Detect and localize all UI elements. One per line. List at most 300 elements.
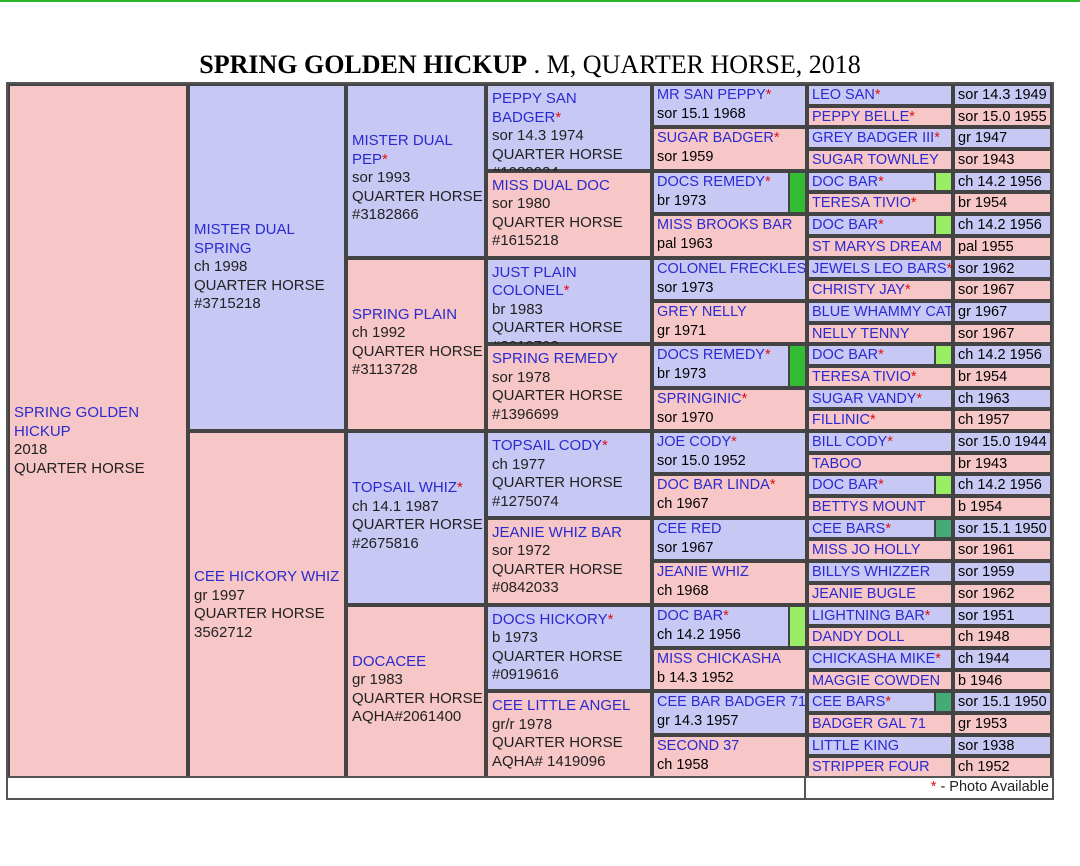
- horse-name[interactable]: DOCS REMEDY: [657, 347, 765, 364]
- cell-content: [194, 568, 339, 642]
- gen5-ancestor-cell: [652, 561, 807, 604]
- gen6-ancestor-name-cell: [807, 388, 953, 410]
- photo-star-icon: *: [910, 368, 917, 385]
- horse-info-line: QUARTER HORSE: [492, 560, 623, 578]
- horse-name[interactable]: MISS DUAL DOC: [492, 176, 610, 194]
- horse-name-link[interactable]: [657, 737, 805, 756]
- gen6-ancestor-name-cell: [807, 171, 953, 193]
- gen6-ancestor-name-cell: [807, 84, 953, 106]
- photo-star-icon: *: [878, 347, 884, 364]
- color-tag: [788, 605, 807, 648]
- horse-info-line: sor 1978: [492, 368, 551, 386]
- horse-info-line: sor 1970: [657, 409, 714, 426]
- photo-star-icon: *: [764, 173, 771, 190]
- cell-content: [194, 221, 344, 314]
- horse-name[interactable]: BADGER GAL 71: [812, 715, 926, 732]
- great-grandparent-cell: [486, 84, 652, 171]
- gen6-ancestor-info-cell: sor 1962: [953, 258, 1052, 280]
- sire-dam-cell: [188, 84, 346, 431]
- horse-name-link[interactable]: [657, 216, 805, 235]
- photo-star-icon: *: [773, 130, 780, 147]
- horse-name-link[interactable]: [812, 737, 951, 756]
- photo-star-icon: *: [874, 87, 881, 103]
- great-grandparent-cell: [486, 605, 652, 692]
- horse-name-link[interactable]: [812, 108, 951, 127]
- horse-info-line: b 1973: [492, 629, 538, 646]
- gen5-ancestor-cell: [652, 214, 807, 257]
- horse-info-line: sor 15.1 1968: [657, 106, 746, 122]
- horse-name[interactable]: CEE BARS: [812, 694, 886, 711]
- horse-name-link[interactable]: [812, 715, 951, 734]
- horse-name[interactable]: JEANIE BUGLE: [812, 585, 916, 602]
- gen6-ancestor-info-cell: sor 1959: [953, 561, 1052, 583]
- horse-name[interactable]: DOC BAR: [812, 173, 879, 190]
- horse-name-link[interactable]: [812, 151, 951, 170]
- great-grandparent-cell: [486, 518, 652, 605]
- horse-name-link[interactable]: [812, 498, 951, 517]
- horse-name[interactable]: COLONEL FRECKLES: [657, 260, 807, 277]
- cell-content: [352, 479, 483, 553]
- horse-name-link[interactable]: [352, 653, 483, 672]
- horse-name-link[interactable]: [812, 238, 951, 257]
- photo-star-icon: *: [935, 650, 941, 667]
- horse-name[interactable]: SPRING REMEDY: [492, 350, 618, 368]
- photo-star-icon: *: [870, 412, 876, 429]
- gen6-ancestor-info-cell: gr 1953: [953, 713, 1052, 735]
- gen6-ancestor-info-cell: sor 1943: [953, 149, 1052, 171]
- gen6-ancestor-name-cell: [807, 713, 953, 735]
- horse-name[interactable]: SPRING PLAIN: [352, 305, 458, 323]
- photo-star-icon: *: [382, 150, 388, 168]
- horse-name[interactable]: STRIPPER FOUR: [812, 759, 930, 776]
- horse-name[interactable]: TERESA TIVIO: [812, 195, 911, 212]
- horse-info-line: ch 1977: [492, 455, 546, 473]
- gen5-ancestor-cell: [652, 518, 807, 561]
- horse-name[interactable]: DOC BAR: [812, 477, 879, 494]
- horse-info-line: 2018: [14, 441, 48, 458]
- title-details: . M, QUARTER HORSE, 2018: [527, 50, 861, 79]
- gen6-ancestor-name-cell: [807, 149, 953, 171]
- horse-name-link[interactable]: [657, 607, 805, 626]
- horse-name[interactable]: MAGGIE COWDEN: [812, 672, 941, 689]
- cell-content: [492, 693, 650, 771]
- horse-info-line: sor 1980: [492, 195, 551, 213]
- horse-info-line: ch 1992: [352, 324, 406, 341]
- horse-info-line: br 1973: [657, 192, 707, 209]
- gen6-ancestor-info-cell: b 1954: [953, 496, 1052, 518]
- photo-star-icon: *: [887, 434, 893, 450]
- horse-info-line: ch 14.1 1987: [352, 497, 439, 515]
- horse-name[interactable]: MISTER DUAL SPRING: [194, 221, 295, 257]
- horse-name-link[interactable]: [812, 563, 951, 582]
- grandparent-cell: [346, 84, 486, 258]
- gen6-ancestor-name-cell: [807, 561, 953, 583]
- horse-name-link[interactable]: [14, 404, 186, 441]
- horse-name-link[interactable]: [812, 194, 951, 213]
- horse-name[interactable]: BILL CODY: [812, 434, 888, 450]
- horse-name-link[interactable]: [812, 672, 951, 691]
- color-tag: [934, 474, 953, 496]
- gen6-ancestor-info-cell: sor 1962: [953, 583, 1052, 605]
- horse-name[interactable]: NELLY TENNY: [812, 325, 910, 342]
- gen6-ancestor-info-cell: sor 1967: [953, 279, 1052, 301]
- horse-name-link[interactable]: [812, 541, 951, 560]
- horse-name-link[interactable]: [352, 306, 483, 325]
- horse-name-link[interactable]: [812, 476, 951, 495]
- gen6-ancestor-info-cell: ch 14.2 1956: [953, 171, 1052, 193]
- horse-name-title: SPRING GOLDEN HICKUP: [199, 50, 528, 79]
- photo-star-icon: *: [731, 434, 737, 450]
- horse-name-link[interactable]: [657, 650, 805, 669]
- gen6-ancestor-name-cell: [807, 323, 953, 345]
- horse-name-link[interactable]: [812, 758, 951, 777]
- horse-info-line: sor 14.3 1974: [492, 127, 584, 144]
- gen5-ancestor-cell: [652, 127, 807, 170]
- horse-name[interactable]: ST MARYS DREAM: [812, 238, 942, 255]
- gen6-ancestor-info-cell: ch 1963: [953, 388, 1052, 410]
- horse-name-link[interactable]: [812, 129, 951, 148]
- horse-name-link[interactable]: [657, 390, 805, 409]
- horse-name[interactable]: DOC BAR: [812, 347, 879, 364]
- gen6-ancestor-name-cell: [807, 431, 953, 453]
- gen6-ancestor-name-cell: [807, 453, 953, 475]
- photo-star-icon: *: [741, 390, 748, 407]
- horse-name[interactable]: CEE BARS: [812, 520, 886, 537]
- horse-info-line: QUARTER HORSE: [492, 474, 623, 491]
- gen6-ancestor-name-cell: [807, 366, 953, 388]
- gen6-ancestor-info-cell: b 1946: [953, 670, 1052, 692]
- gen6-ancestor-info-cell: sor 15.1 1950: [953, 518, 1052, 540]
- horse-name-link[interactable]: [492, 437, 650, 456]
- horse-info-line: QUARTER HORSE: [492, 145, 623, 163]
- horse-name-link[interactable]: [352, 479, 483, 498]
- gen6-ancestor-info-cell: ch 1952: [953, 756, 1052, 778]
- horse-name-link[interactable]: [492, 697, 650, 716]
- horse-name-link[interactable]: [812, 216, 951, 235]
- horse-name-link[interactable]: [657, 303, 805, 322]
- color-tag: [934, 171, 953, 193]
- horse-name[interactable]: DOC BAR: [657, 607, 724, 624]
- gen6-ancestor-info-cell: ch 1948: [953, 626, 1052, 648]
- horse-name-link[interactable]: [492, 350, 650, 369]
- cell-content: [352, 132, 484, 225]
- photo-star-icon: *: [878, 477, 884, 494]
- horse-name-link[interactable]: [194, 221, 344, 258]
- gen6-ancestor-name-cell: [807, 344, 953, 366]
- horse-name[interactable]: CHRISTY JAY: [812, 282, 905, 299]
- horse-name[interactable]: GREY BADGER III: [812, 130, 935, 147]
- horse-name[interactable]: DANDY DOLL: [812, 629, 905, 646]
- horse-name[interactable]: PEPPY SAN BADGER: [492, 90, 577, 126]
- horse-info-line: QUARTER HORSE: [14, 459, 145, 477]
- horse-name[interactable]: SUGAR TOWNLEY: [812, 152, 939, 169]
- horse-name-link[interactable]: [657, 433, 805, 452]
- horse-name[interactable]: CEE RED: [657, 520, 722, 537]
- horse-info-line: gr 1997: [194, 586, 245, 604]
- horse-info-line: ch 1998: [194, 258, 248, 275]
- gen6-ancestor-name-cell: [807, 539, 953, 561]
- horse-info-line: gr 1983: [352, 671, 403, 688]
- horse-info-line: gr 14.3 1957: [657, 713, 739, 730]
- gen5-ancestor-cell: [652, 648, 807, 691]
- photo-star-icon: *: [909, 108, 915, 125]
- horse-name-link[interactable]: [657, 173, 805, 192]
- cell-content: [352, 306, 483, 380]
- horse-name[interactable]: CHICKASHA MIKE: [812, 650, 936, 667]
- gen6-ancestor-name-cell: [807, 409, 953, 431]
- legend-text: - Photo Available: [940, 779, 1049, 795]
- horse-name-link[interactable]: [812, 650, 951, 669]
- horse-info-line: #3182866: [352, 206, 419, 223]
- horse-info-line: #1275074: [492, 492, 559, 510]
- photo-star-icon: *: [563, 282, 570, 299]
- horse-name-link[interactable]: [812, 433, 951, 452]
- horse-info-line: #3715218: [194, 295, 261, 312]
- great-grandparent-cell: [486, 431, 652, 518]
- horse-name[interactable]: MISS BROOKS BAR: [657, 217, 793, 234]
- gen5-ancestor-cell: [652, 605, 807, 648]
- horse-info-line: QUARTER HORSE: [194, 605, 325, 622]
- gen6-ancestor-info-cell: gr 1947: [953, 127, 1052, 149]
- page-title: [0, 50, 1060, 80]
- gen6-ancestor-name-cell: [807, 518, 953, 540]
- gen6-ancestor-info-cell: sor 15.1 1950: [953, 691, 1052, 713]
- horse-info-line: gr/r 1978: [492, 715, 553, 733]
- photo-legend: [804, 776, 1054, 800]
- horse-name[interactable]: LITTLE KING: [812, 737, 900, 754]
- horse-name-link[interactable]: [492, 524, 650, 543]
- gen6-ancestor-info-cell: ch 1944: [953, 648, 1052, 670]
- cell-content: [14, 404, 186, 478]
- gen6-ancestor-info-cell: gr 1967: [953, 301, 1052, 323]
- horse-name[interactable]: JEWELS LEO BARS: [812, 260, 947, 277]
- horse-info-line: ch 1968: [657, 583, 709, 600]
- horse-name-link[interactable]: [812, 585, 951, 604]
- sire-dam-cell: [188, 431, 346, 778]
- top-accent-line: [0, 0, 1080, 2]
- gen5-ancestor-cell: [652, 735, 807, 778]
- horse-name[interactable]: DOC BAR: [812, 217, 879, 234]
- horse-info-line: sor 15.0 1952: [657, 453, 746, 469]
- gen5-ancestor-cell: [652, 84, 807, 127]
- horse-name[interactable]: JEANIE WHIZ BAR: [492, 523, 623, 541]
- horse-name-link[interactable]: [657, 476, 805, 495]
- horse-name[interactable]: BLUE WHAMMY CAT: [812, 303, 954, 320]
- horse-name-link[interactable]: [812, 346, 951, 365]
- horse-info-line: sor 1972: [492, 542, 551, 560]
- horse-info-line: sor 1959: [657, 149, 714, 166]
- horse-name-link[interactable]: [812, 281, 951, 300]
- horse-info-line: QUARTER HORSE: [352, 516, 483, 533]
- gen6-ancestor-name-cell: [807, 214, 953, 236]
- gen6-ancestor-info-cell: sor 1938: [953, 735, 1052, 757]
- horse-name-link[interactable]: [812, 693, 951, 712]
- color-tag: [934, 344, 953, 366]
- horse-name-link[interactable]: [812, 390, 951, 409]
- horse-name[interactable]: DOCACEE: [352, 652, 427, 670]
- horse-name[interactable]: GREY NELLY: [657, 303, 747, 320]
- horse-name-link[interactable]: [812, 455, 951, 474]
- horse-info-line: ch 1958: [657, 756, 709, 773]
- grandparent-cell: [346, 258, 486, 432]
- horse-name[interactable]: SPRINGINIC: [657, 390, 742, 407]
- gen6-ancestor-info-cell: sor 1967: [953, 323, 1052, 345]
- horse-name-link[interactable]: [492, 177, 650, 196]
- horse-name-link[interactable]: [812, 520, 951, 539]
- photo-star-icon: *: [946, 260, 953, 277]
- gen6-ancestor-name-cell: [807, 496, 953, 518]
- horse-name-link[interactable]: [657, 346, 805, 365]
- horse-info-line: QUARTER HORSE: [492, 647, 623, 665]
- horse-name-link[interactable]: [812, 411, 951, 430]
- horse-name[interactable]: SPRING GOLDEN HICKUP: [14, 404, 140, 440]
- photo-star-icon: *: [934, 130, 940, 147]
- gen6-ancestor-name-cell: [807, 670, 953, 692]
- horse-name-link[interactable]: [657, 693, 805, 712]
- horse-info-line: br 1983: [492, 300, 543, 318]
- cell-content: [492, 433, 650, 511]
- horse-name[interactable]: DOCS HICKORY: [492, 610, 608, 628]
- great-grandparent-cell: [486, 171, 652, 258]
- photo-star-icon: *: [457, 479, 463, 496]
- photo-star-icon: *: [555, 108, 562, 126]
- horse-name-link[interactable]: [492, 90, 650, 127]
- horse-name[interactable]: BILLYS WHIZZER: [812, 564, 931, 581]
- gen6-ancestor-info-cell: br 1954: [953, 192, 1052, 214]
- gen5-ancestor-cell: [652, 691, 807, 734]
- horse-name-link[interactable]: [812, 607, 951, 626]
- horse-name[interactable]: SUGAR VANDY: [812, 390, 917, 407]
- horse-name[interactable]: TABOO: [812, 455, 862, 472]
- subject-horse-cell: [8, 84, 188, 778]
- gen6-ancestor-info-cell: pal 1955: [953, 236, 1052, 258]
- photo-star-icon: *: [723, 607, 729, 624]
- horse-name[interactable]: PEPPY BELLE: [812, 108, 910, 125]
- color-tag: [788, 171, 807, 214]
- horse-name[interactable]: BETTYS MOUNT: [812, 499, 926, 516]
- horse-name[interactable]: CEE HICKORY WHIZ: [194, 568, 340, 585]
- horse-name[interactable]: FILLINIC: [812, 412, 871, 429]
- horse-name[interactable]: JOE CODY: [657, 434, 732, 450]
- gen6-ancestor-name-cell: [807, 236, 953, 258]
- horse-name-link[interactable]: [492, 264, 650, 301]
- horse-name[interactable]: TERESA TIVIO: [812, 368, 911, 385]
- cell-content: [492, 260, 650, 357]
- gen6-ancestor-info-cell: ch 14.2 1956: [953, 344, 1052, 366]
- great-grandparent-cell: [486, 258, 652, 345]
- photo-star-icon: *: [916, 390, 923, 407]
- horse-name-link[interactable]: [812, 325, 951, 344]
- horse-name[interactable]: MR SAN PEPPY: [657, 87, 766, 103]
- horse-name[interactable]: CEE LITTLE ANGEL: [492, 697, 631, 715]
- horse-name[interactable]: MISTER DUAL PEP: [352, 132, 453, 168]
- horse-name-link[interactable]: [657, 563, 805, 582]
- horse-name[interactable]: CEE BAR BADGER 71: [657, 694, 807, 711]
- horse-name[interactable]: JEANIE WHIZ: [657, 564, 749, 581]
- horse-name-link[interactable]: [657, 260, 805, 279]
- gen6-ancestor-name-cell: [807, 106, 953, 128]
- photo-star-icon: *: [878, 173, 884, 190]
- photo-star-icon: *: [885, 694, 891, 711]
- horse-name-link[interactable]: [352, 132, 484, 169]
- horse-info-line: QUARTER HORSE: [352, 689, 483, 707]
- horse-name-link[interactable]: [812, 260, 951, 279]
- horse-info-line: b 14.3 1952: [657, 669, 734, 686]
- grandparent-cell: [346, 605, 486, 779]
- photo-star-icon: *: [878, 217, 884, 234]
- horse-name[interactable]: TOPSAIL WHIZ: [352, 479, 458, 496]
- horse-name-link[interactable]: [812, 368, 951, 387]
- photo-star-icon: *: [764, 347, 771, 364]
- photo-star-icon: *: [910, 195, 917, 212]
- cell-content: [352, 653, 483, 727]
- horse-name-link[interactable]: [812, 303, 954, 322]
- horse-info-line: #3113728: [352, 361, 418, 378]
- horse-name[interactable]: DOC BAR LINDA: [657, 477, 770, 494]
- horse-name-link[interactable]: [194, 568, 339, 587]
- horse-name-link[interactable]: [812, 628, 951, 647]
- horse-name-link[interactable]: [657, 129, 805, 148]
- horse-name[interactable]: MISS JO HOLLY: [812, 542, 921, 559]
- horse-name-link[interactable]: [492, 611, 650, 630]
- horse-name-link[interactable]: [812, 173, 951, 192]
- gen6-ancestor-name-cell: [807, 127, 953, 149]
- horse-name-link[interactable]: [657, 86, 805, 105]
- gen6-ancestor-name-cell: [807, 648, 953, 670]
- gen5-ancestor-cell: [652, 474, 807, 517]
- gen6-ancestor-info-cell: sor 1961: [953, 539, 1052, 561]
- horse-info-line: #0842033: [492, 579, 559, 597]
- footer-left-cell: [6, 776, 806, 800]
- great-grandparent-cell: [486, 691, 652, 778]
- horse-name[interactable]: LIGHTNING BAR: [812, 607, 925, 624]
- horse-info-line: QUARTER HORSE: [352, 187, 483, 205]
- cell-content: [492, 520, 650, 598]
- horse-name-link[interactable]: [657, 520, 805, 539]
- gen6-ancestor-name-cell: [807, 583, 953, 605]
- horse-name[interactable]: SUGAR BADGER: [657, 130, 774, 147]
- horse-name[interactable]: JUST PLAIN COLONEL: [492, 263, 577, 299]
- horse-name-link[interactable]: [812, 86, 951, 105]
- horse-info-line: QUARTER HORSE: [492, 213, 623, 231]
- gen6-ancestor-info-cell: br 1954: [953, 366, 1052, 388]
- gen6-ancestor-name-cell: [807, 691, 953, 713]
- great-grandparent-cell: [486, 344, 652, 431]
- horse-name[interactable]: LEO SAN: [812, 87, 875, 103]
- horse-name[interactable]: SECOND 37: [657, 737, 740, 754]
- gen6-ancestor-info-cell: sor 1951: [953, 605, 1052, 627]
- horse-info-line: 3562712: [194, 623, 253, 641]
- pedigree-grid: [8, 84, 1052, 798]
- cell-content: [492, 346, 650, 424]
- photo-star-icon: *: [602, 437, 608, 454]
- gen6-ancestor-name-cell: [807, 279, 953, 301]
- gen5-ancestor-cell: [652, 301, 807, 344]
- horse-name[interactable]: DOCS REMEDY: [657, 173, 765, 190]
- gen6-ancestor-name-cell: [807, 735, 953, 757]
- gen6-ancestor-name-cell: [807, 474, 953, 496]
- gen6-ancestor-info-cell: ch 14.2 1956: [953, 214, 1052, 236]
- horse-info-line: QUARTER HORSE: [492, 734, 623, 752]
- grandparent-cell: [346, 431, 486, 605]
- gen6-ancestor-info-cell: br 1943: [953, 453, 1052, 475]
- horse-info-line: ch 1967: [657, 496, 709, 513]
- gen6-ancestor-name-cell: [807, 258, 953, 280]
- horse-name[interactable]: MISS CHICKASHA: [657, 650, 782, 667]
- horse-name[interactable]: TOPSAIL CODY: [492, 437, 603, 454]
- gen6-ancestor-info-cell: sor 15.0 1944: [953, 431, 1052, 453]
- horse-info-line: QUARTER HORSE: [194, 276, 325, 294]
